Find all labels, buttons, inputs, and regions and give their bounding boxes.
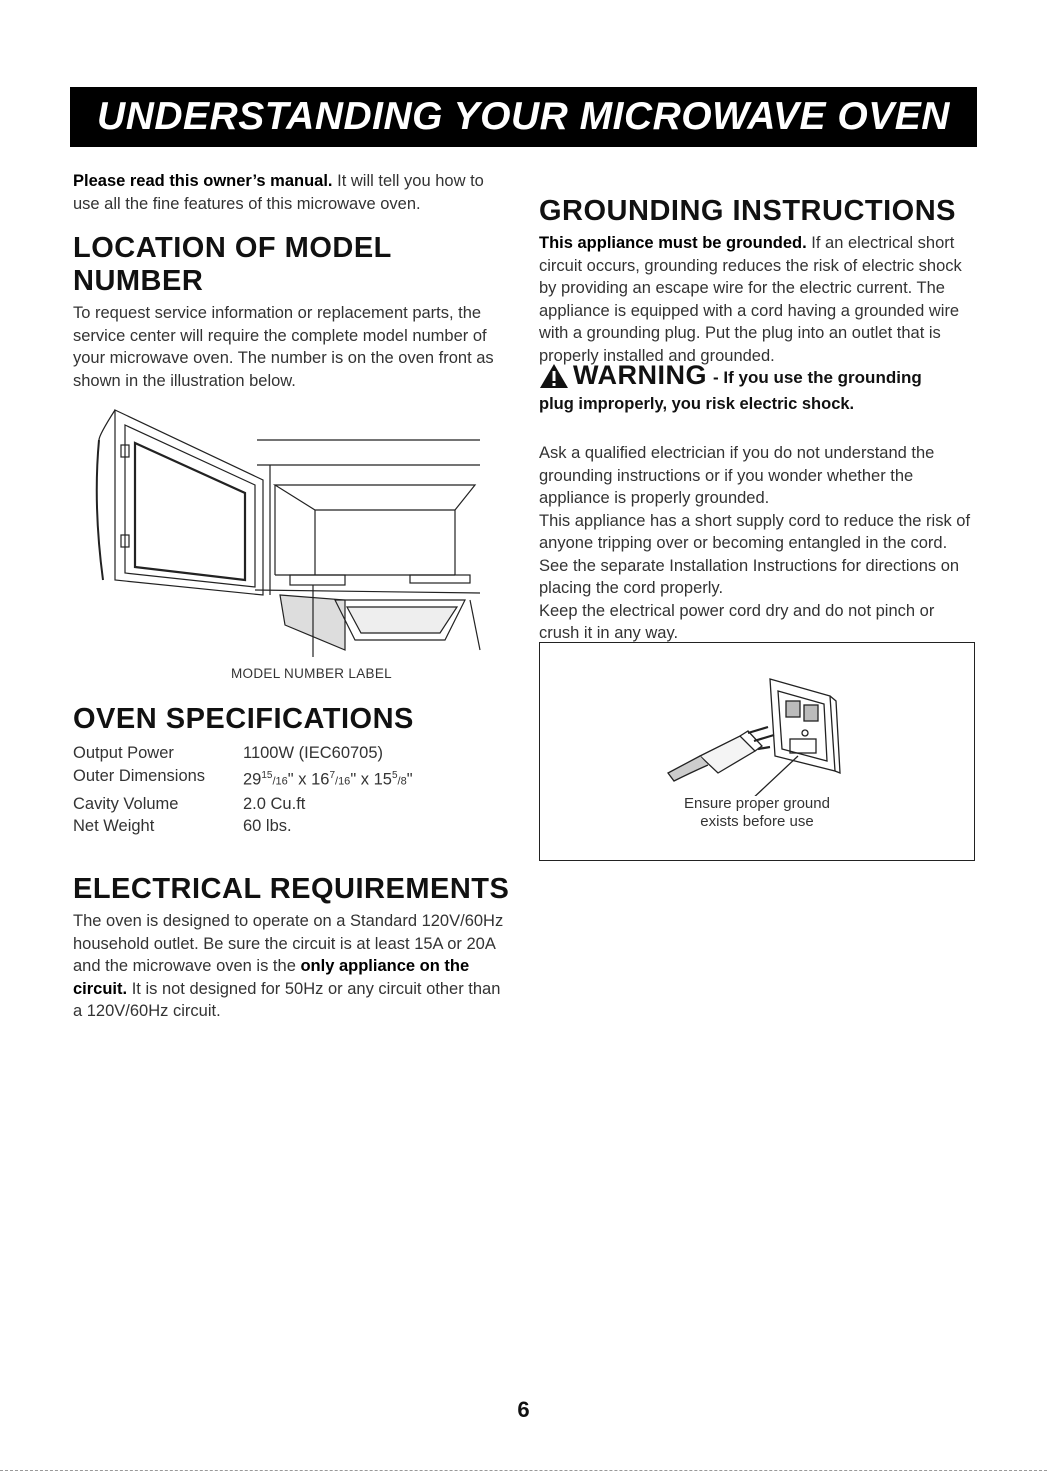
spec-row [73, 815, 513, 838]
page-number: 6 [517, 1397, 530, 1422]
warning-triangle-icon [539, 363, 569, 389]
specs-section [73, 703, 513, 838]
spec-value: 2.0 Cu.ft [243, 794, 306, 813]
plug-caption-line-2: exists before use [700, 813, 814, 830]
advice-section [539, 442, 979, 645]
intro-section [73, 170, 513, 215]
advice-paragraph-3: Keep the electrical power cord dry and do not pinch or crush it in any way. [539, 601, 935, 642]
dim-width-whole: 29 [243, 770, 262, 788]
plug-caption-line-1: Ensure proper ground [684, 795, 830, 812]
dim-depth-whole: 15 [373, 770, 392, 788]
grounded-plug-illustration [630, 661, 890, 796]
dim-height-num: 7 [329, 769, 335, 781]
spec-row [73, 742, 513, 765]
dim-width-den: 16 [275, 775, 288, 787]
page-bottom-rule [0, 1470, 1047, 1471]
intro-paragraph [73, 170, 513, 215]
specs-table [73, 742, 513, 838]
plug-figure-box [539, 642, 975, 861]
advice-paragraph-2: This appliance has a short supply cord to reduce the risk of anyone tripping over or becoming entangled in the cord. See the separate Installation Instructions for directions on placing the cord properly. [539, 511, 971, 597]
dim-depth-num: 5 [391, 769, 398, 781]
specs-heading: OVEN SPECIFICATIONS [73, 703, 414, 735]
electrical-section [73, 873, 513, 1023]
model-number-heading: LOCATION OF MODEL NUMBER [73, 232, 392, 297]
spec-row [73, 793, 513, 816]
grounding-heading: GROUNDING INSTRUCTIONS [539, 195, 956, 227]
model-number-text: To request service information or replacement parts, the service center will require the complete model number of your microwave oven. The number is on the oven front as shown in the illustration below. [73, 304, 494, 390]
spec-value: 60 lbs. [243, 817, 292, 835]
grounding-section [539, 195, 979, 367]
spec-value-dimensions: $29^{15}/16$" x $16^7/16$" x $15^5/8$" [243, 769, 413, 788]
warning-lead: - If you use the grounding [713, 368, 922, 387]
intro-bold: Please read this owner’s manual. [73, 172, 333, 190]
advice-paragraph-1: Ask a qualified electrician if you do not understand the grounding instructions or if you wonder whether the appliance is properly grounded. [539, 444, 935, 507]
electrical-text-part2: It is not designed for 50Hz or any circuit other than a 120V/60Hz circuit. [73, 979, 501, 1020]
dim-height-den: 16 [338, 775, 351, 787]
warning-header [539, 360, 979, 391]
dim-depth-den: 8 [400, 775, 407, 787]
warning-section [539, 360, 979, 414]
dim-height-whole: 16 [311, 770, 330, 788]
microwave-illustration [85, 395, 485, 660]
model-number-label-caption: MODEL NUMBER LABEL [231, 666, 392, 681]
grounding-text [539, 232, 979, 367]
spec-value: 1100W (IEC60705) [243, 744, 384, 762]
grounding-body: If an electrical short circuit occurs, grounding reduces the risk of electric shock by providing an escape wire for the electric current. The appliance is equipped with a cord having a grounded wire with a grounding plug. Put the plug into an outlet that is properly installed and grounded. [539, 234, 962, 365]
electrical-text-part1: The oven is designed to operate on a Standard 120V/60Hz household outlet. Be sure the circuit is at least 15A or 20A and the microwave oven is the [73, 912, 504, 975]
spec-label: Cavity Volume [73, 794, 179, 813]
plug-caption [540, 795, 974, 831]
warning-word: WARNING [573, 360, 707, 390]
electrical-bold: only appliance on the circuit. [73, 957, 470, 998]
page-banner [70, 87, 977, 147]
electrical-text [73, 910, 513, 1023]
grounding-bold: This appliance must be grounded. [539, 234, 807, 252]
intro-text: It will tell you how to use all the fine features of this microwave oven. [73, 172, 484, 213]
spec-label: Net Weight [73, 817, 155, 835]
electrical-heading: ELECTRICAL REQUIREMENTS [73, 873, 510, 905]
spec-row [73, 765, 513, 793]
warning-continuation: plug improperly, you risk electric shock. [539, 395, 855, 413]
spec-label: Output Power [73, 744, 174, 762]
model-number-section [73, 232, 513, 392]
spec-label: Outer Dimensions [73, 766, 206, 785]
page-title: UNDERSTANDING YOUR MICROWAVE OVEN [97, 95, 950, 138]
dim-width-num: 15 [261, 769, 273, 781]
